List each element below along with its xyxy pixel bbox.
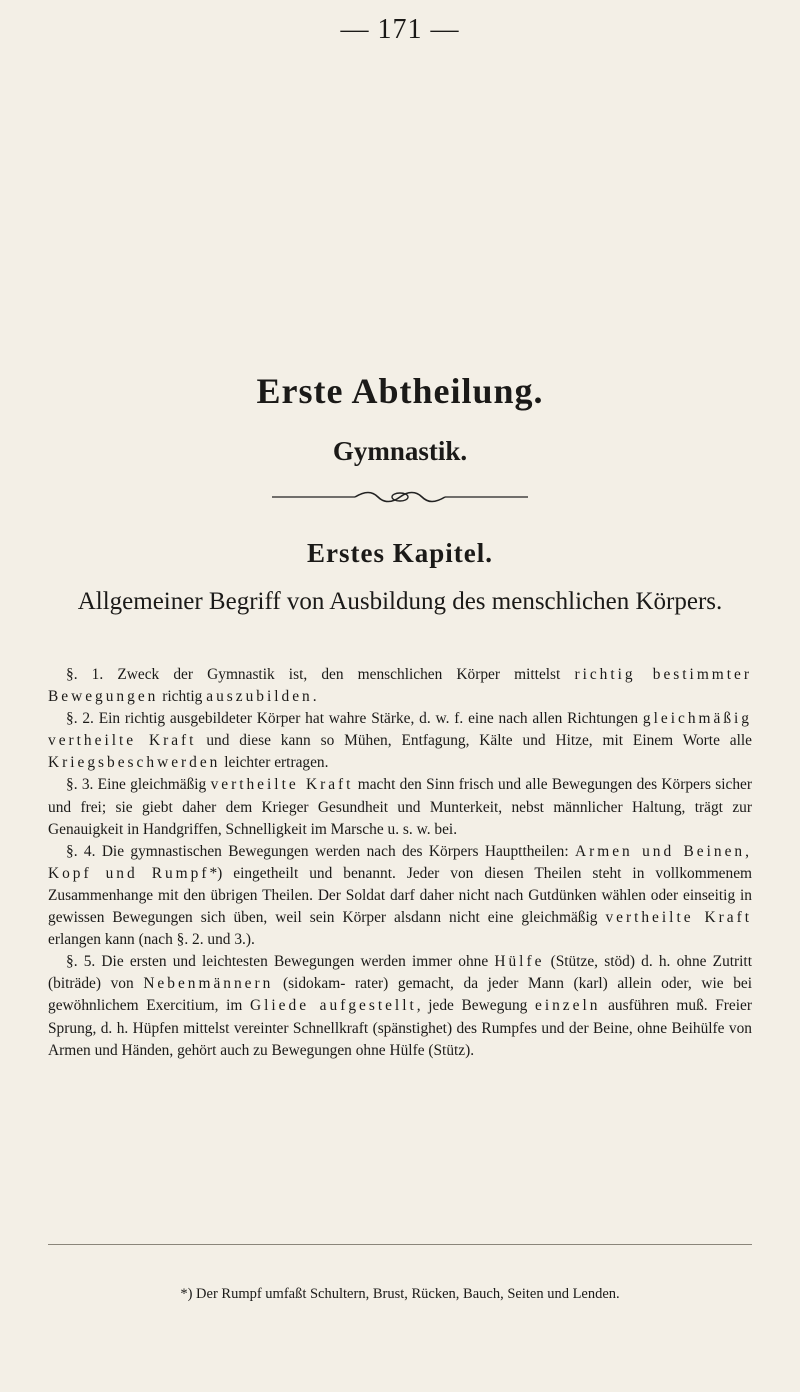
text-run: §. 2. Ein richtig ausgebildeter Körper hat wahre Stärke, d. w. f. eine nach allen Richtungen xyxy=(66,710,643,728)
emphasis-run: vertheilte Kraft xyxy=(210,776,354,794)
emphasis-run: gleichmäßig vertheilte Kraft xyxy=(48,710,752,750)
emphasis-run: einzeln xyxy=(535,997,601,1015)
emphasis-run: Kriegsbeschwerden xyxy=(48,754,221,772)
section-subheading: Gymnastik. xyxy=(332,436,468,466)
footnote: *) Der Rumpf umfaßt Schultern, Brust, Rücken, Bauch, Seiten und Lenden. xyxy=(180,1286,620,1302)
text-run: richtig xyxy=(158,688,207,706)
paragraph-5 xyxy=(48,951,752,1061)
divider-flourish xyxy=(355,493,445,502)
emphasis-run: Gliede aufgestellt xyxy=(250,997,417,1015)
footnote-rule xyxy=(48,1244,752,1245)
body-text xyxy=(48,664,752,1062)
paragraph-2 xyxy=(48,708,752,774)
text-run: , jede Bewegung xyxy=(416,997,535,1015)
text-run: §. 5. Die ersten und leichtesten Bewegungen werden immer ohne xyxy=(66,953,495,971)
text-run: und diese kann so Mühen, Entfagung, Kälte und Hitze, mit Einem Worte alle xyxy=(196,732,753,750)
emphasis-run: Armen und Beinen, Kopf und Rumpf xyxy=(48,842,752,882)
text-run: §. 1. Zweck der Gymnastik ist, den menschlichen Körper mittelst xyxy=(66,666,575,683)
emphasis-run: Nebenmännern xyxy=(143,975,274,993)
paragraph-1 xyxy=(48,664,752,708)
text-run: (sidokam- rater) gemacht, da jeder Mann (karl) allein oder, wie bei gewöhnlichem Exercitium, im xyxy=(48,975,752,1015)
chapter-title: Allgemeiner Begriff von Ausbildung des menschlichen Körpers. xyxy=(77,588,723,615)
text-run: erlangen kann (nach §. 2. und 3.). xyxy=(48,931,255,949)
text-run: *) eingetheilt und benannt. Jeder von diesen Theilen steht in vollkommenem Zusammenhange mit den übrigen Theilen. Der Soldat darf daher nicht nach Gutdünken wählen oder einseitig in gewissen Bewegungen sich üben, weil sein Körper alsdann nicht eine gleichmäßig xyxy=(48,864,752,927)
text-run: macht den Sinn frisch und alle Bewegungen des Körpers sicher und frei; sie giebt daher dem Krieger Gesundheit und Munterkeit, nebst männlicher Haltung, trägt zur Genauigkeit in Handgriffen, Schnelligkeit im Marsche u. s. w. bei. xyxy=(48,776,753,838)
emphasis-run: vertheilte Kraft xyxy=(605,909,752,927)
section-heading: Erste Abtheilung. xyxy=(256,371,544,411)
paragraph-4 xyxy=(48,841,752,951)
text-run: ausführen muß. Freier Sprung, d. h. Hüpfen mittelst vereinter Schnellkraft (spänstighet) des Rumpfes und der Beine, ohne Beihülfe von Armen und Händen, gehört auch zu Bewegungen ohne Hülfe (Stütz). xyxy=(48,997,752,1059)
ornamental-divider xyxy=(0,485,800,509)
paragraph-3 xyxy=(48,774,752,840)
emphasis-run: Hülfe xyxy=(494,953,545,971)
chapter-heading: Erstes Kapitel. xyxy=(307,538,493,568)
text-run: (Stütze, stöd) d. h. ohne Zutritt (biträde) von xyxy=(48,953,752,993)
text-run: . xyxy=(312,688,317,706)
text-run: leichter ertragen. xyxy=(220,754,329,772)
emphasis-run: auszubilden xyxy=(206,688,313,706)
emphasis-run: richtig bestimmter Bewegungen xyxy=(48,666,753,706)
text-run: §. 3. Eine gleichmäßig xyxy=(66,776,211,794)
text-run: §. 4. Die gymnastischen Bewegungen werden nach des Körpers Haupttheilen: xyxy=(66,842,575,860)
page-number: — 171 — xyxy=(340,14,460,45)
